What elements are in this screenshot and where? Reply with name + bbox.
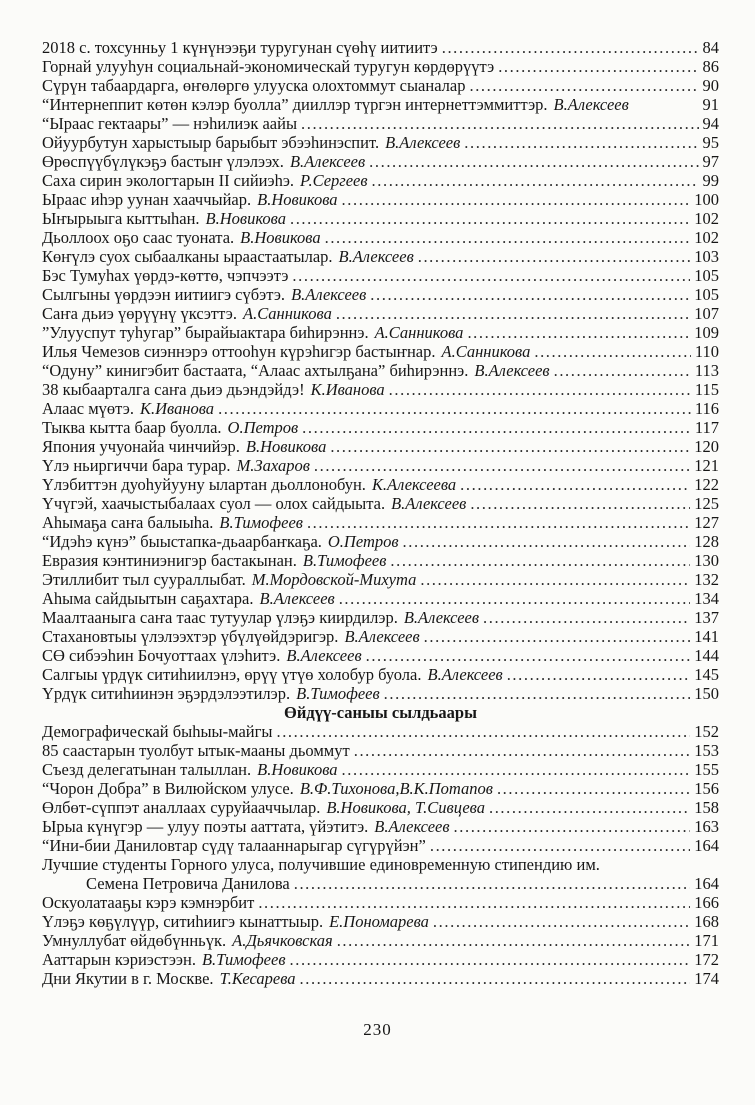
toc-entry xyxy=(42,494,719,513)
entry-author: А.Санникова xyxy=(374,323,464,342)
dot-leader xyxy=(302,418,691,437)
dot-leader xyxy=(454,817,691,836)
dot-leader xyxy=(307,513,690,532)
dot-leader xyxy=(424,627,691,646)
entry-page-number: 130 xyxy=(694,551,719,570)
entry-author: О.Петров xyxy=(227,418,299,437)
entry-title: Үрдүк ситиһиинэн эҕэрдэлээтилэр. xyxy=(42,684,291,703)
dot-leader xyxy=(370,285,690,304)
entry-title: Саха сирин экологтарын II сийиэһэ. xyxy=(42,171,295,190)
entry-page-number: 132 xyxy=(694,570,719,589)
entry-title: 85 саастарын туолбут ытык-мааны дьоммут xyxy=(42,741,350,760)
section-heading: Өйдүү-саныы сылдьаары xyxy=(284,703,477,722)
toc-entry xyxy=(42,95,719,114)
entry-author: В.Алексеев xyxy=(286,646,362,665)
entry-page-number: 152 xyxy=(694,722,719,741)
entry-page-number: 158 xyxy=(694,798,719,817)
dot-leader xyxy=(292,266,690,285)
entry-title: Маалтааныга саҥа таас тутуулар үлэҕэ киирдилэр. xyxy=(42,608,398,627)
toc-entry xyxy=(42,266,719,285)
entry-title: Өлбөт-сүппэт аналлаах суруйааччылар. xyxy=(42,798,321,817)
toc-entry xyxy=(42,969,719,988)
entry-author: В.Новикова xyxy=(257,190,338,209)
dot-leader xyxy=(372,171,699,190)
entry-title: 2018 с. тохсунньу 1 күнүнээҕи туругунан сүөһү иитиитэ xyxy=(42,38,438,57)
entry-author: М.Мордовской-Михута xyxy=(251,570,417,589)
entry-title: Ырыа күнүгэр — улуу поэты ааттата, үйэтитэ. xyxy=(42,817,369,836)
dot-leader xyxy=(301,114,698,133)
entry-title: “Интернеппит көтөн кэлэр буолла” дииллэр түргэн интернеттэммиттэр. xyxy=(42,95,548,114)
entry-page-number: 91 xyxy=(702,95,719,114)
entry-author: Р.Сергеев xyxy=(300,171,368,190)
toc-entry xyxy=(42,342,719,361)
toc-list xyxy=(42,38,719,988)
entry-page-number: 156 xyxy=(694,779,719,798)
entry-page-number: 171 xyxy=(694,931,719,950)
toc-entry xyxy=(42,380,719,399)
toc-entry xyxy=(42,228,719,247)
toc-entry xyxy=(42,171,719,190)
entry-title: Өрөспүүбүлүкэҕэ бастыҥ үлэлээх. xyxy=(42,152,284,171)
dot-leader xyxy=(330,437,690,456)
toc-entry xyxy=(42,893,719,912)
entry-title: Ыҥырыыга кыттыһан. xyxy=(42,209,200,228)
toc-entry xyxy=(42,950,719,969)
dot-leader xyxy=(339,589,691,608)
entry-page-number: 172 xyxy=(694,950,719,969)
dot-leader xyxy=(389,380,691,399)
entry-author: В.Новикова xyxy=(257,760,338,779)
toc-entry xyxy=(42,912,719,931)
dot-leader xyxy=(460,475,690,494)
entry-author: В.Тимофеев xyxy=(201,950,286,969)
entry-author: Е.Пономарева xyxy=(329,912,429,931)
entry-page-number: 134 xyxy=(694,589,719,608)
entry-page-number: 86 xyxy=(702,57,719,76)
dot-leader xyxy=(403,532,691,551)
toc-entry xyxy=(42,475,719,494)
toc-entry xyxy=(42,76,719,95)
dot-leader xyxy=(483,608,690,627)
dot-leader xyxy=(294,874,691,893)
entry-page-number: 105 xyxy=(694,266,719,285)
toc-entry xyxy=(42,57,719,76)
dot-leader xyxy=(420,570,690,589)
entry-title: Этиллибит тыл суураллыбат. xyxy=(42,570,246,589)
dot-leader xyxy=(218,399,691,418)
entry-author: В.Тимофеев xyxy=(296,684,380,703)
entry-title: СӨ сибээһин Бочуоттаах үлэһитэ. xyxy=(42,646,281,665)
entry-title: Үлэбиттэн дуоһуйууну ылартан дьоллонобун. xyxy=(42,475,366,494)
toc-entry xyxy=(42,722,719,741)
entry-page-number: 153 xyxy=(694,741,719,760)
entry-author: К.Алексеева xyxy=(371,475,457,494)
entry-title: Тыква кытта баар буолла. xyxy=(42,418,222,437)
entry-title: Аһыма сайдыытын саҕахтара. xyxy=(42,589,254,608)
entry-author: К.Иванова xyxy=(310,380,385,399)
entry-title: 38 кыбаарталга саҥа дьиэ дьэндэйдэ! xyxy=(42,380,305,399)
dot-leader xyxy=(430,836,690,855)
entry-author: А.Санникова xyxy=(441,342,531,361)
dot-leader xyxy=(534,342,691,361)
entry-author: В.Ф.Тихонова,В.К.Потапов xyxy=(299,779,493,798)
entry-title: Илья Чемезов сиэннэрэ оттооһун күрэһигэр бастыҥнар. xyxy=(42,342,436,361)
entry-title: Демографическай быһыы-майгы xyxy=(42,722,273,741)
dot-leader xyxy=(337,931,691,950)
toc-entry xyxy=(42,323,719,342)
entry-author: В.Алексеев xyxy=(385,133,461,152)
entry-page-number: 113 xyxy=(694,361,719,380)
entry-author: В.Новикова xyxy=(240,228,321,247)
entry-page-number: 120 xyxy=(694,437,719,456)
entry-title: Үлэ ньиргиччи бара турар. xyxy=(42,456,231,475)
entry-page-number: 117 xyxy=(694,418,719,437)
entry-title: Аһымаҕа саҥа балыыһа. xyxy=(42,513,214,532)
footer-page-number: 230 xyxy=(363,1020,392,1039)
dot-leader xyxy=(384,684,691,703)
toc-entry xyxy=(42,133,719,152)
toc-entry xyxy=(42,551,719,570)
dot-leader xyxy=(342,760,691,779)
toc-entry xyxy=(42,817,719,836)
entry-page-number: 97 xyxy=(702,152,719,171)
dot-leader xyxy=(489,798,690,817)
page-footer xyxy=(0,1020,755,1040)
entry-author: В.Новикова xyxy=(205,209,286,228)
dot-leader xyxy=(290,950,691,969)
entry-title: Умнуллубат өйдөбүнньүк. xyxy=(42,931,227,950)
toc-entry xyxy=(42,532,719,551)
entry-title: Салгыы үрдүк ситиһиилэнэ, өрүү үтүө холобур буола. xyxy=(42,665,422,684)
entry-title: Саҥа дьиэ үөрүүнү үксэттэ. xyxy=(42,304,237,323)
entry-author: А.Дьячковская xyxy=(232,931,333,950)
entry-title: Оскуолатааҕы кэрэ кэмнэрбит xyxy=(42,893,255,912)
toc-entry xyxy=(42,874,719,893)
entry-page-number: 116 xyxy=(694,399,719,418)
entry-title: Горнай улууһун социальнай-экономическай туругун көрдөрүүтэ xyxy=(42,57,495,76)
toc-entry xyxy=(42,152,719,171)
toc-entry xyxy=(42,399,719,418)
toc-entry xyxy=(42,855,719,874)
entry-page-number: 121 xyxy=(694,456,719,475)
entry-page-number: 137 xyxy=(694,608,719,627)
entry-title: Дьоллоох оҕо саас туоната. xyxy=(42,228,235,247)
toc-entry xyxy=(42,437,719,456)
dot-leader xyxy=(433,912,690,931)
toc-entry xyxy=(42,608,719,627)
entry-author: Т.Кесарева xyxy=(219,969,296,988)
entry-author: В.Алексеев xyxy=(291,285,367,304)
entry-title: Сүрүн табаардарга, өҥөлөргө улууска олохтоммут сыаналар xyxy=(42,76,466,95)
toc-entry xyxy=(42,513,719,532)
toc-entry xyxy=(42,798,719,817)
toc-entry xyxy=(42,285,719,304)
toc-entry xyxy=(42,779,719,798)
entry-author: М.Захаров xyxy=(236,456,310,475)
entry-page-number: 110 xyxy=(694,342,719,361)
dot-leader xyxy=(390,551,690,570)
dot-leader xyxy=(442,38,699,57)
toc-entry xyxy=(42,570,719,589)
entry-title: ”Улууспут туһугар” бырайыактара биһирэннэ. xyxy=(42,323,369,342)
entry-page-number: 174 xyxy=(694,969,719,988)
entry-title: Сылгыны үөрдээн иитиигэ сүбэтэ. xyxy=(42,285,286,304)
entry-page-number: 150 xyxy=(694,684,719,703)
dot-leader xyxy=(258,893,690,912)
entry-title: Семена Петровича Данилова xyxy=(86,874,290,893)
entry-author: В.Алексеев xyxy=(391,494,467,513)
entry-title: “Ини-бии Даниловтар сүдү талааннарыгар сүгүрүйэн” xyxy=(42,836,426,855)
entry-page-number: 84 xyxy=(702,38,719,57)
entry-page-number: 95 xyxy=(702,133,719,152)
toc-entry xyxy=(42,456,719,475)
entry-page-number: 115 xyxy=(694,380,719,399)
entry-author: В.Тимофеев xyxy=(219,513,303,532)
dot-leader xyxy=(342,190,691,209)
dot-leader xyxy=(497,779,690,798)
entry-page-number: 168 xyxy=(694,912,719,931)
entry-title: Япония учуонайа чинчийэр. xyxy=(42,437,240,456)
toc-entry xyxy=(42,361,719,380)
entry-page-number: 122 xyxy=(694,475,719,494)
dot-leader xyxy=(300,969,691,988)
toc-entry xyxy=(42,38,719,57)
entry-title: Көҥүлэ суох сыбаалканы ыраастаатылар. xyxy=(42,247,333,266)
entry-title: Стахановтыы үлэлээхтэр үбүлүөйдэригэр. xyxy=(42,627,339,646)
toc-entry xyxy=(42,627,719,646)
entry-author: В.Алексеев xyxy=(427,665,503,684)
dot-leader xyxy=(354,741,691,760)
entry-page-number: 166 xyxy=(694,893,719,912)
entry-title: Алаас мүөтэ. xyxy=(42,399,135,418)
entry-page-number: 99 xyxy=(702,171,719,190)
toc-entry xyxy=(42,646,719,665)
toc-entry xyxy=(42,304,719,323)
entry-author: В.Алексеев xyxy=(403,608,480,627)
entry-page-number: 127 xyxy=(694,513,719,532)
entry-page-number: 103 xyxy=(694,247,719,266)
toc-entry xyxy=(42,931,719,950)
entry-page-number: 163 xyxy=(694,817,719,836)
entry-title: “Идэһэ күнэ” быыстапка-дьаарбаҥкаҕа. xyxy=(42,532,322,551)
toc-entry xyxy=(42,760,719,779)
dot-leader xyxy=(498,57,698,76)
entry-title: Үлэҕэ көҕүлүүр, ситиһиигэ кынаттыыр. xyxy=(42,912,324,931)
dot-leader xyxy=(366,646,691,665)
entry-author: А.Санникова xyxy=(242,304,332,323)
toc-entry xyxy=(42,209,719,228)
entry-page-number: 105 xyxy=(694,285,719,304)
dot-leader xyxy=(418,247,691,266)
entry-page-number: 128 xyxy=(694,532,719,551)
dot-leader xyxy=(507,665,691,684)
entry-page-number: 102 xyxy=(694,209,719,228)
toc-entry xyxy=(42,418,719,437)
entry-page-number: 90 xyxy=(702,76,719,95)
dot-leader xyxy=(554,361,691,380)
dot-leader xyxy=(290,209,690,228)
entry-title: Үчүгэй, хаачыстыбалаах суол — олох сайдыыта. xyxy=(42,494,386,513)
dot-leader xyxy=(325,228,691,247)
entry-page-number: 145 xyxy=(694,665,719,684)
toc-entry xyxy=(42,665,719,684)
entry-author: В.Алексеев xyxy=(474,361,550,380)
entry-title: Ыраас иһэр уунан хааччыйар. xyxy=(42,190,252,209)
entry-author: В.Новикова, Т.Сивцева xyxy=(326,798,485,817)
dot-leader xyxy=(467,323,690,342)
entry-title: Ойуурбутун харыстыыр барыбыт эбээһинэспит. xyxy=(42,133,380,152)
entry-title: Ааттарын кэриэстээн. xyxy=(42,950,196,969)
entry-page-number: 94 xyxy=(702,114,719,133)
entry-author: В.Алексеев xyxy=(344,627,420,646)
entry-author: О.Петров xyxy=(327,532,399,551)
entry-author: В.Алексеев xyxy=(259,589,335,608)
dot-leader xyxy=(470,494,690,513)
dot-leader xyxy=(276,722,690,741)
entry-author: В.Алексеев xyxy=(553,95,629,114)
dot-leader xyxy=(336,304,690,323)
entry-page-number: 107 xyxy=(694,304,719,323)
entry-author: В.Тимофеев xyxy=(302,551,387,570)
entry-title: “Ыраас гектаары” — нэһилиэк аайы xyxy=(42,114,298,133)
entry-page-number: 102 xyxy=(694,228,719,247)
entry-page-number: 125 xyxy=(694,494,719,513)
entry-page-number: 109 xyxy=(694,323,719,342)
entry-title: “Чорон Добра” в Вилюйском улусе. xyxy=(42,779,294,798)
toc-entry xyxy=(42,190,719,209)
toc-entry xyxy=(42,114,719,133)
entry-page-number: 155 xyxy=(694,760,719,779)
entry-title: Съезд делегатынан талыллан. xyxy=(42,760,252,779)
entry-page-number: 164 xyxy=(694,874,719,893)
dot-leader xyxy=(369,152,698,171)
entry-title: Лучшие студенты Горного улуса, получившие единовременную стипендию им. xyxy=(42,855,600,874)
toc-entry xyxy=(42,836,719,855)
entry-author: К.Иванова xyxy=(140,399,215,418)
dot-leader xyxy=(469,76,698,95)
entry-title: “Одуну” кинигэбит бастаата, “Алаас ахтылҕана” биһирэннэ. xyxy=(42,361,469,380)
entry-title: Бэс Тумуһах үөрдэ-көттө, чэпчээтэ xyxy=(42,266,289,285)
toc-entry xyxy=(42,247,719,266)
entry-author: В.Алексеев xyxy=(289,152,366,171)
dot-leader xyxy=(314,456,690,475)
toc-entry xyxy=(42,684,719,703)
entry-author: В.Алексеев xyxy=(338,247,414,266)
entry-author: В.Новикова xyxy=(245,437,327,456)
dot-leader xyxy=(464,133,698,152)
entry-title: Евразия кэнтиниэнигэр бастакынан. xyxy=(42,551,297,570)
entry-page-number: 100 xyxy=(694,190,719,209)
entry-page-number: 141 xyxy=(694,627,719,646)
entry-title: Дни Якутии в г. Москве. xyxy=(42,969,214,988)
toc-entry xyxy=(42,741,719,760)
entry-page-number: 164 xyxy=(694,836,719,855)
toc-entry xyxy=(42,589,719,608)
entry-page-number: 144 xyxy=(694,646,719,665)
entry-author: В.Алексеев xyxy=(374,817,450,836)
